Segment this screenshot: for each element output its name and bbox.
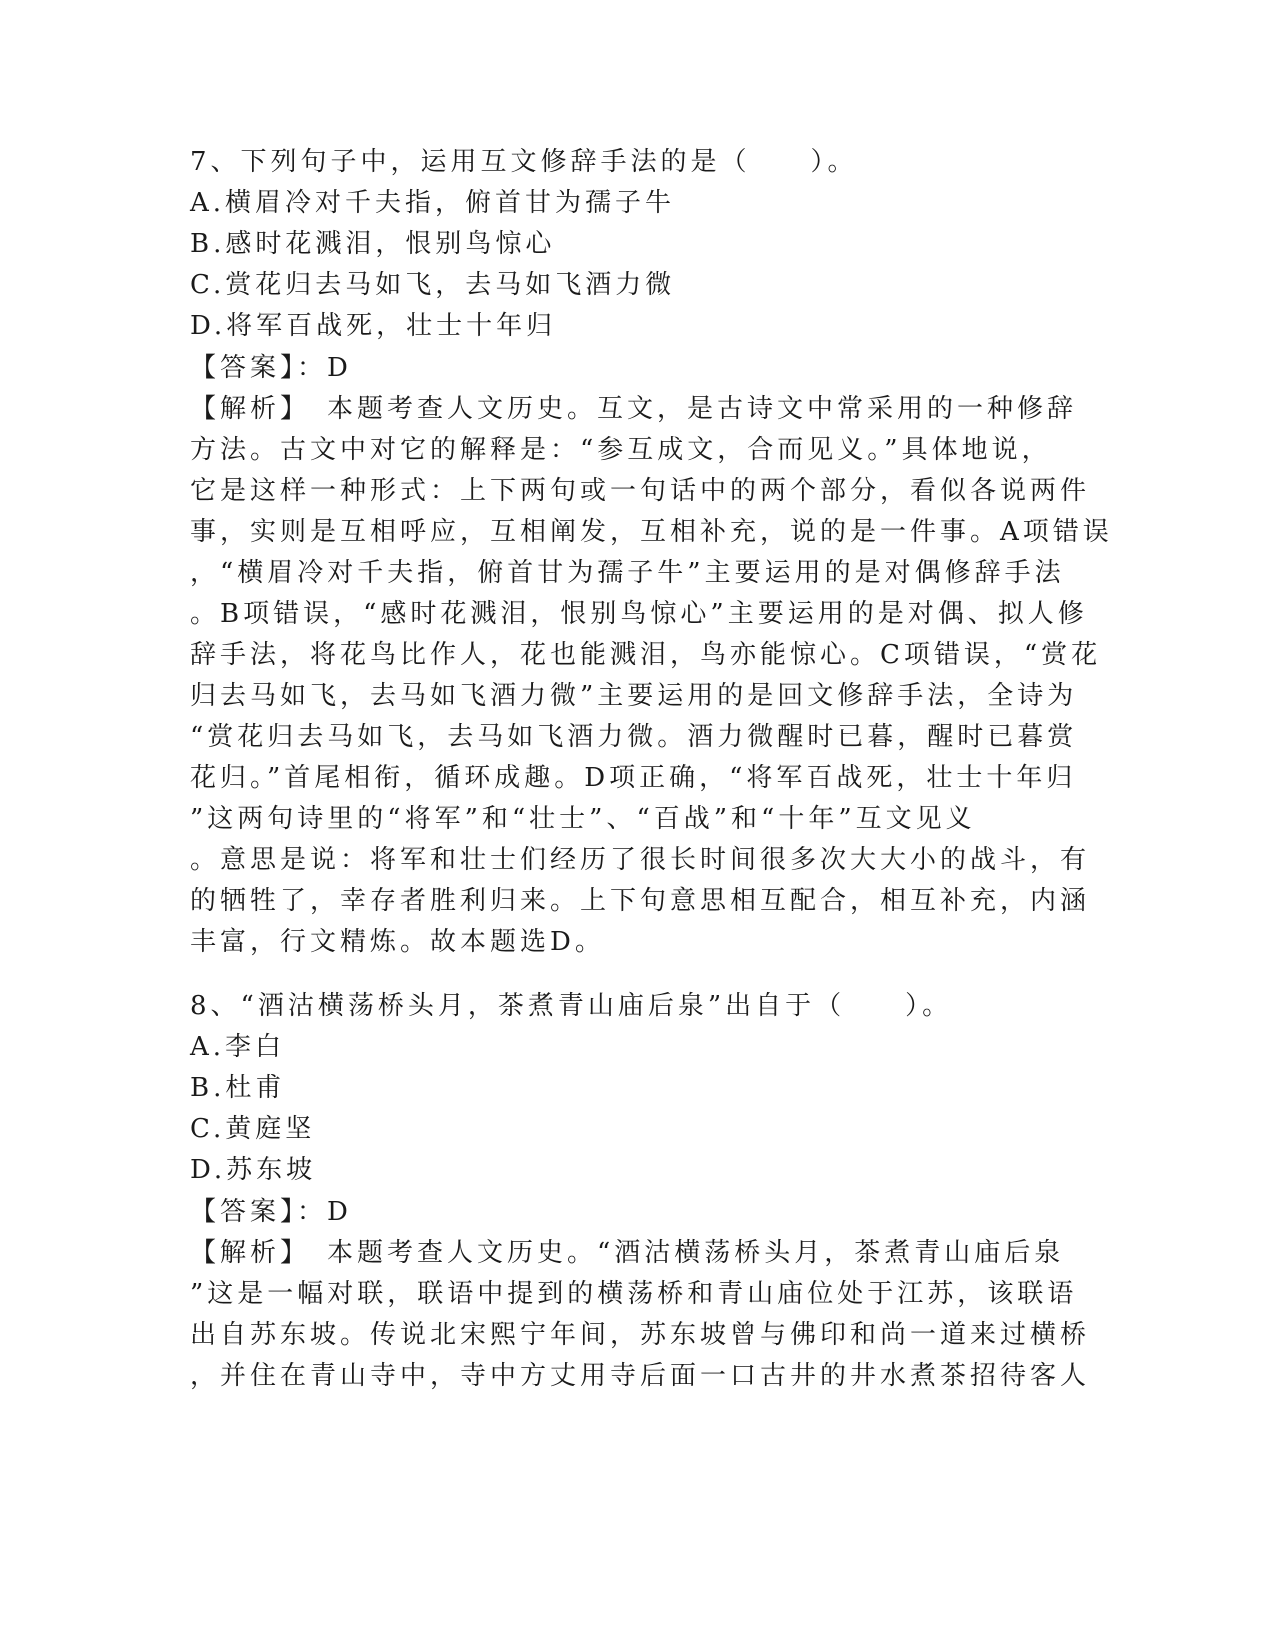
question-7-option-b: B.感时花溅泪，恨别鸟惊心 (190, 229, 556, 259)
question-8-analysis-line: 【解析】 本题考查人文历史。“酒沽横荡桥头月，茶煮青山庙后泉 (190, 1238, 1065, 1268)
question-7-option-c: C.赏花归去马如飞，去马如飞酒力微 (190, 270, 676, 300)
question-7-option-d: D.将军百战死，壮士十年归 (190, 311, 557, 341)
question-8-option-a: A.李白 (190, 1032, 286, 1062)
question-7-analysis-line: 的牺牲了，幸存者胜利归来。上下句意思相互配合，相互补充，内涵 (190, 886, 1091, 916)
question-7-analysis-line: “赏花归去马如飞，去马如飞酒力微。酒力微醒时已暮，醒时已暮赏 (190, 722, 1078, 752)
question-7-analysis-line: 归去马如飞，去马如飞酒力微”主要运用的是回文修辞手法，全诗为 (190, 681, 1078, 711)
question-8-analysis-line: ”这是一幅对联，联语中提到的横荡桥和青山庙位处于江苏，该联语 (190, 1279, 1078, 1309)
question-8-option-d: D.苏东坡 (190, 1155, 317, 1185)
question-7-analysis-line: 方法。古文中对它的解释是：“参互成文，合而见义。”具体地说， (190, 435, 1052, 465)
question-7-option-a: A.横眉冷对千夫指，俯首甘为孺子牛 (190, 188, 676, 218)
question-7-analysis-line: ，“横眉冷对千夫指，俯首甘为孺子牛”主要运用的是对偶修辞手法 (190, 558, 1065, 588)
question-7-analysis-line: 辞手法，将花鸟比作人，花也能溅泪，鸟亦能惊心。C项错误，“赏花 (190, 640, 1102, 670)
question-7-analysis-line: 花归。”首尾相衔，循环成趣。D项正确，“将军百战死，壮士十年归 (190, 763, 1077, 793)
question-7-analysis-line: 它是这样一种形式：上下两句或一句话中的两个部分，看似各说两件 (190, 476, 1091, 506)
question-8-analysis-line: ，并住在青山寺中，寺中方丈用寺后面一口古井的井水煮茶招待客人 (190, 1361, 1091, 1391)
question-7-answer: 【答案】：D (190, 353, 352, 383)
question-8-text: 8、“酒沽横荡桥头月，茶煮青山庙后泉”出自于（ ）。 (190, 991, 953, 1021)
question-8-option-b: B.杜甫 (190, 1073, 286, 1103)
question-8-answer: 【答案】：D (190, 1197, 352, 1227)
question-8-option-c: C.黄庭坚 (190, 1114, 316, 1144)
question-7-analysis-line: 【解析】 本题考查人文历史。互文，是古诗文中常采用的一种修辞 (190, 394, 1078, 424)
question-7-text: 7、下列句子中，运用互文修辞手法的是（ ）。 (190, 147, 858, 177)
question-7-analysis-line: 。意思是说：将军和壮士们经历了很长时间很多次大大小的战斗，有 (190, 845, 1091, 875)
question-7-analysis-line: 丰富，行文精炼。故本题选D。 (190, 927, 605, 957)
question-7-analysis-line: 事，实则是互相呼应，互相阐发，互相补充，说的是一件事。A项错误 (190, 517, 1113, 547)
question-7-analysis-line: ”这两句诗里的“将军”和“壮士”、“百战”和“十年”互文见义 (190, 804, 976, 834)
question-8-analysis-line: 出自苏东坡。传说北宋熙宁年间，苏东坡曾与佛印和尚一道来过横桥 (190, 1320, 1091, 1350)
question-7-analysis-line: 。B项错误，“感时花溅泪，恨别鸟惊心”主要运用的是对偶、拟人修 (190, 599, 1088, 629)
